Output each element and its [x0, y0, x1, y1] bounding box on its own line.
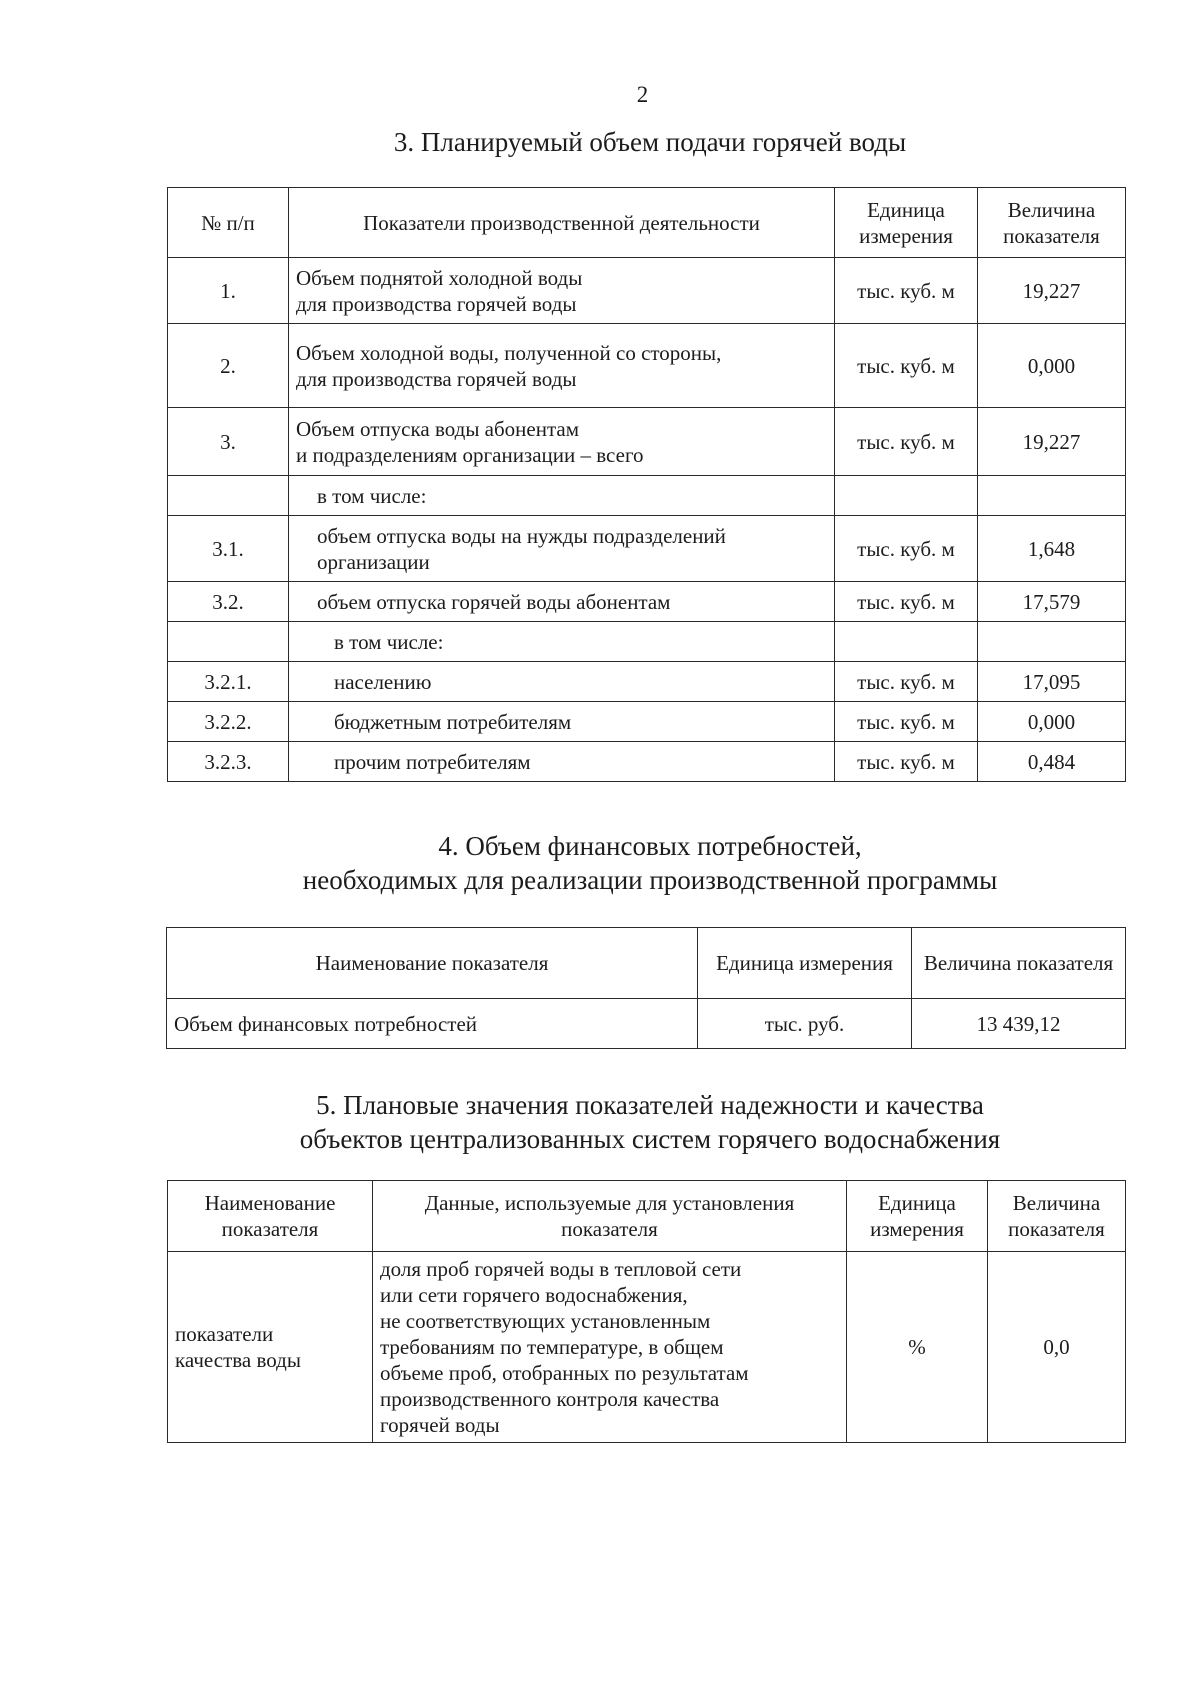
indicator-line: прочим потребителям — [334, 749, 531, 774]
quality-indicator-data: доля проб горячей воды в тепловой сети или сети горячего водоснабжения, не соответствующих установленным требованиям по температуре, в общем объеме проб, отобранных по результатам производственного контроля качества горячей воды — [373, 1252, 847, 1443]
header-unit: Единица измерения — [698, 928, 912, 999]
header-indicator: Показатели производственной деятельности — [289, 188, 835, 258]
table-row — [168, 516, 1126, 582]
row-unit: тыс. куб. м — [835, 516, 978, 582]
quality-unit: % — [847, 1252, 988, 1443]
row-indicator — [289, 476, 835, 516]
row-indicator — [289, 662, 835, 702]
row-number: 3.2.3. — [168, 742, 289, 782]
section-5-title: 5. Плановые значения показателей надежности и качества объектов централизованных систем горячего водоснабжения — [299, 1090, 1001, 1154]
indicator-line: в том числе: — [317, 483, 427, 508]
row-number: 3.2.2. — [168, 702, 289, 742]
row-value: 19,227 — [978, 258, 1126, 324]
row-indicator — [289, 516, 835, 582]
table-header-row — [168, 1181, 1126, 1252]
row-number: 3.1. — [168, 516, 289, 582]
row-indicator — [289, 408, 835, 476]
row-number: 3.2. — [168, 582, 289, 622]
row-number: 1. — [168, 258, 289, 324]
row-value: 17,095 — [978, 662, 1126, 702]
row-unit: тыс. куб. м — [835, 702, 978, 742]
row-unit — [835, 476, 978, 516]
header-unit: Единица измерения — [835, 188, 978, 258]
table-row — [168, 1252, 1126, 1443]
financial-value: 13 439,12 — [912, 999, 1126, 1049]
row-value: 0,000 — [978, 324, 1126, 408]
row-value: 1,648 — [978, 516, 1126, 582]
table-row — [168, 324, 1126, 408]
indicator-line: Объем холодной воды, полученной со стороны, — [296, 340, 722, 365]
section-3-title: 3. Планируемый объем подачи горячей воды — [393, 127, 907, 157]
quality-value: 0,0 — [988, 1252, 1126, 1443]
indicator-line: и подразделениям организации – всего — [296, 442, 644, 467]
section-4-title: 4. Объем финансовых потребностей, необходимых для реализации производственной программы — [302, 831, 998, 895]
table-row — [168, 258, 1126, 324]
row-unit: тыс. куб. м — [835, 662, 978, 702]
indicator-line: организации — [317, 549, 430, 574]
header-value: Величина показателя — [912, 928, 1126, 999]
header-name: Наименование показателя — [168, 1181, 373, 1252]
row-unit: тыс. куб. м — [835, 258, 978, 324]
row-indicator — [289, 622, 835, 662]
quality-indicator-name: показатели качества воды — [168, 1252, 373, 1443]
table-row — [168, 582, 1126, 622]
table-row — [168, 476, 1126, 516]
row-value — [978, 476, 1126, 516]
water-supply-table — [167, 187, 1126, 782]
row-value — [978, 622, 1126, 662]
row-unit: тыс. куб. м — [835, 324, 978, 408]
indicator-line: Объем отпуска воды абонентам — [296, 416, 580, 441]
row-number: 2. — [168, 324, 289, 408]
header-name: Наименование показателя — [167, 928, 698, 999]
row-value: 19,227 — [978, 408, 1126, 476]
row-indicator — [289, 702, 835, 742]
table-header-row — [168, 188, 1126, 258]
table-row — [168, 662, 1126, 702]
indicator-line: объем отпуска горячей воды абонентам — [317, 589, 671, 614]
indicator-line: Объем поднятой холодной воды — [296, 265, 583, 290]
row-indicator — [289, 742, 835, 782]
row-unit: тыс. куб. м — [835, 742, 978, 782]
table-row — [167, 999, 1126, 1049]
indicator-line: для производства горячей воды — [296, 291, 577, 316]
table-header-row — [167, 928, 1126, 999]
table-row — [168, 702, 1126, 742]
row-unit: тыс. куб. м — [835, 408, 978, 476]
reliability-quality-table — [167, 1180, 1126, 1443]
water-supply-table-body — [168, 258, 1126, 782]
row-number — [168, 622, 289, 662]
row-value: 0,000 — [978, 702, 1126, 742]
row-number — [168, 476, 289, 516]
financial-unit: тыс. руб. — [698, 999, 912, 1049]
indicator-line: населению — [334, 669, 432, 694]
row-unit: тыс. куб. м — [835, 582, 978, 622]
indicator-line: объем отпуска воды на нужды подразделений — [317, 523, 726, 548]
row-indicator — [289, 582, 835, 622]
financial-name: Объем финансовых потребностей — [167, 999, 698, 1049]
indicator-line: в том числе: — [334, 629, 444, 654]
row-number: 3.2.1. — [168, 662, 289, 702]
row-value: 17,579 — [978, 582, 1126, 622]
header-data: Данные, используемые для установления показателя — [373, 1181, 847, 1252]
header-unit: Единица измерения — [847, 1181, 988, 1252]
row-value: 0,484 — [978, 742, 1126, 782]
financial-needs-table — [166, 927, 1126, 1049]
page-number: 2 — [636, 82, 649, 107]
row-number: 3. — [168, 408, 289, 476]
table-row — [168, 622, 1126, 662]
header-number: № п/п — [168, 188, 289, 258]
header-value: Величина показателя — [978, 188, 1126, 258]
table-row — [168, 742, 1126, 782]
row-indicator — [289, 258, 835, 324]
table-row — [168, 408, 1126, 476]
row-unit — [835, 622, 978, 662]
header-value: Величина показателя — [988, 1181, 1126, 1252]
indicator-line: бюджетным потребителям — [334, 709, 572, 734]
row-indicator — [289, 324, 835, 408]
indicator-line: для производства горячей воды — [296, 366, 577, 391]
